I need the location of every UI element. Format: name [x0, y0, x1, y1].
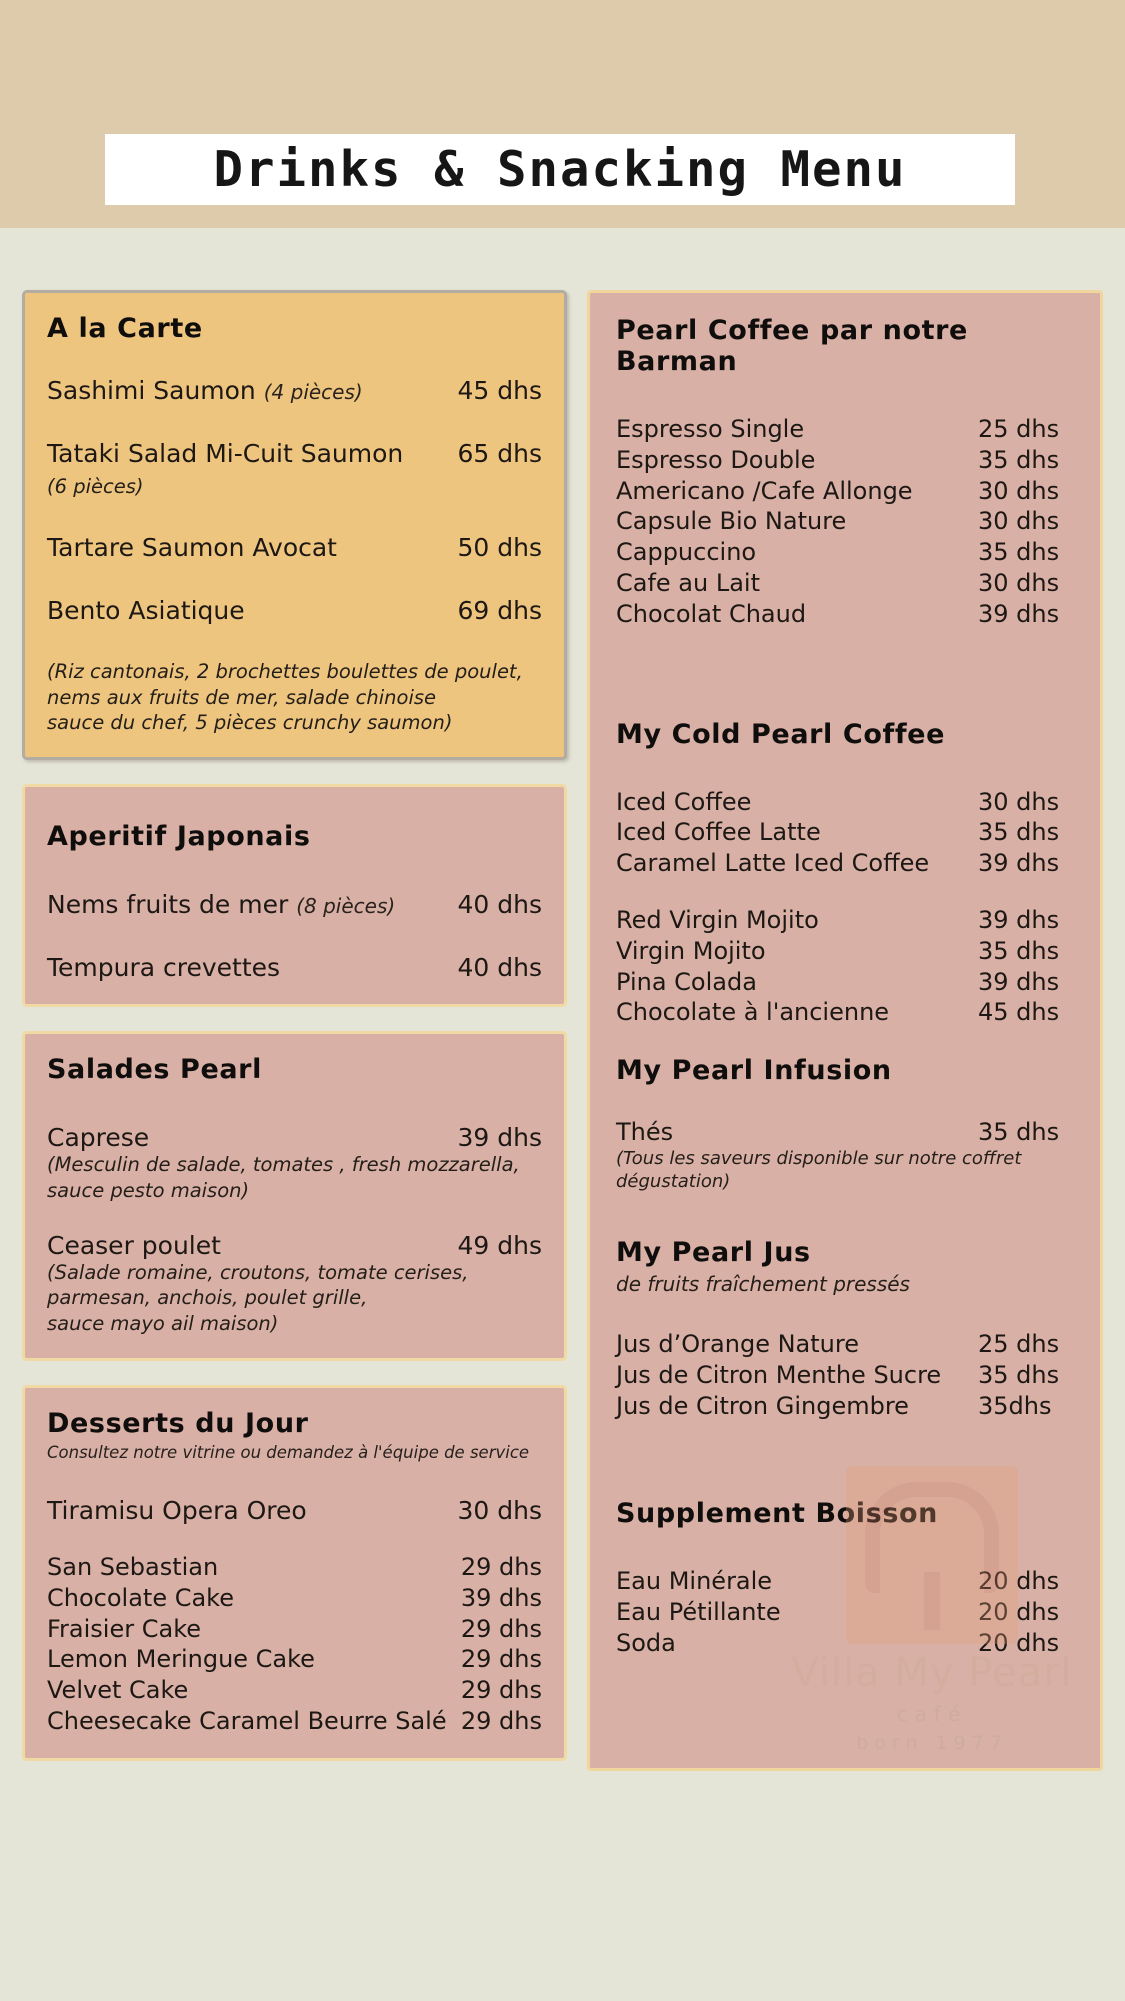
- menu-item-price: 39 dhs: [978, 967, 1060, 996]
- menu-item-price: 29 dhs: [460, 1553, 542, 1582]
- section-title-supplement-boisson: Supplement Boisson: [616, 1498, 938, 1530]
- menu-item-price: 50 dhs: [457, 533, 542, 563]
- desserts-subtitle: Consultez notre vitrine ou demandez à l'équipe de service: [47, 1443, 530, 1463]
- menu-item-name: Tartare Saumon Avocat: [47, 533, 337, 563]
- menu-item-price: 29 dhs: [460, 1645, 542, 1674]
- section-title-cold-pearl-coffee: My Cold Pearl Coffee: [616, 718, 945, 750]
- menu-item-row: [47, 533, 542, 562]
- mocktail-list: [616, 906, 1074, 1027]
- section-title-pearl-coffee: Pearl Coffee par notre Barman: [616, 315, 968, 377]
- menu-item-price: 35dhs: [978, 1391, 1052, 1420]
- menu-item-price: 39 dhs: [978, 905, 1060, 934]
- menu-item-row: [616, 968, 1074, 997]
- menu-item-row: [616, 477, 1074, 506]
- section-title-pearl-infusion: My Pearl Infusion: [616, 1055, 892, 1087]
- menu-item-price: 40 dhs: [457, 890, 542, 920]
- menu-item-name: Iced Coffee Latte: [616, 818, 821, 847]
- menu-item-row: [47, 1584, 542, 1613]
- menu-item-name: Chocolate à l'ancienne: [616, 998, 890, 1027]
- menu-item-price: 29 dhs: [460, 1707, 542, 1736]
- menu-item-name: Cafe au Lait: [616, 568, 761, 597]
- bento-description-line-2: nems aux fruits de mer, salade chinoise: [47, 685, 437, 709]
- menu-item-name: Espresso Single: [616, 415, 805, 443]
- menu-item-name: Velvet Cake: [47, 1676, 189, 1705]
- jus-subtitle: de fruits fraîchement pressés: [616, 1272, 910, 1297]
- menu-item-row: [616, 415, 1074, 444]
- menu-item-name: Chocolate Cake: [47, 1583, 234, 1612]
- menu-item-name: Caprese: [47, 1123, 150, 1153]
- menu-item-name: Cappuccino: [616, 538, 757, 567]
- menu-item-qty: (8 pièces): [296, 894, 396, 919]
- menu-item-row: [47, 1496, 542, 1525]
- menu-item-price: 20 dhs: [978, 1629, 1060, 1657]
- menu-item-name: Espresso Double: [616, 445, 816, 474]
- menu-item-name: Cheesecake Caramel Beurre Salé: [47, 1707, 447, 1736]
- watermark-born-label: born 1977: [856, 1731, 1008, 1754]
- desserts-list: [47, 1553, 542, 1736]
- menu-item-name: Soda: [616, 1629, 676, 1657]
- section-card-salades-pearl: [22, 1031, 567, 1361]
- ceaser-description-line-3: sauce mayo ail maison): [47, 1311, 279, 1335]
- section-card-a-la-carte: [22, 290, 567, 760]
- menu-item-row: [616, 1598, 1074, 1627]
- menu-item-name: San Sebastian: [47, 1553, 219, 1582]
- menu-item-price: 30 dhs: [978, 787, 1060, 816]
- menu-item-name: Bento Asiatique: [47, 596, 245, 626]
- supplement-list: [616, 1567, 1074, 1657]
- menu-item-price: 29 dhs: [460, 1676, 542, 1705]
- menu-item-row: [616, 1392, 1074, 1421]
- menu-item-price: 30 dhs: [978, 507, 1060, 536]
- cold-coffee-list: [616, 788, 1074, 878]
- menu-item-row: [616, 507, 1074, 536]
- page-title: Drinks & Snacking Menu: [213, 141, 907, 198]
- menu-item-row: [616, 788, 1074, 817]
- menu-item-row: [616, 849, 1074, 878]
- left-column: [22, 290, 567, 1785]
- menu-item-name: Chocolat Chaud: [616, 599, 807, 628]
- menu-item-price: 25 dhs: [978, 415, 1060, 443]
- menu-item-price: 45 dhs: [978, 998, 1060, 1027]
- menu-item-name: Iced Coffee: [616, 787, 752, 816]
- menu-item-row: [616, 1118, 1074, 1147]
- menu-item-name: Tempura crevettes: [47, 953, 281, 983]
- menu-item-row: [47, 1645, 542, 1674]
- menu-item-row: [616, 600, 1074, 629]
- menu-item-name: Sashimi Saumon (4 pièces): [47, 376, 363, 405]
- menu-item-price: 49 dhs: [457, 1231, 542, 1261]
- menu-item-row: [47, 1123, 542, 1152]
- menu-item-price: 39 dhs: [460, 1583, 542, 1612]
- caprese-description-line-2: sauce pesto maison): [47, 1178, 250, 1202]
- menu-item-name: Eau Pétillante: [616, 1598, 781, 1627]
- menu-item-price: 20 dhs: [978, 1567, 1060, 1596]
- menu-item-name: Jus d’Orange Nature: [616, 1330, 859, 1359]
- menu-item-row: [616, 538, 1074, 567]
- menu-item-price: 39 dhs: [978, 599, 1060, 628]
- menu-item-name: Virgin Mojito: [616, 936, 766, 965]
- menu-item-price: 25 dhs: [978, 1330, 1060, 1359]
- section-title-pearl-jus: My Pearl Jus: [616, 1237, 811, 1269]
- menu-item-row: [616, 937, 1074, 966]
- menu-item-row: [616, 1567, 1074, 1596]
- menu-item-row: [47, 1553, 542, 1582]
- bento-description-line-3: sauce du chef, 5 pièces crunchy saumon): [47, 711, 453, 735]
- menu-item-name: Jus de Citron Gingembre: [616, 1391, 909, 1420]
- menu-item-name: Nems fruits de mer (8 pièces): [47, 890, 396, 920]
- menu-item-price: 30 dhs: [978, 476, 1060, 505]
- menu-item-row: [47, 890, 542, 919]
- bento-description-line-1: (Riz cantonais, 2 brochettes boulettes de poulet,: [47, 660, 523, 684]
- menu-item-name: Ceaser poulet: [47, 1231, 221, 1261]
- caprese-description-line-1: (Mesculin de salade, tomates , fresh mozzarella,: [47, 1153, 520, 1177]
- menu-item-row: [616, 569, 1074, 598]
- section-card-drinks: [587, 290, 1103, 1771]
- menu-item-row: [47, 376, 542, 405]
- menu-item-row: [47, 1707, 542, 1736]
- menu-item-name: Caramel Latte Iced Coffee: [616, 849, 930, 878]
- menu-item-name: Americano /Cafe Allonge: [616, 476, 913, 505]
- watermark-cafe-label: café: [896, 1701, 968, 1726]
- menu-item-row: [47, 1676, 542, 1705]
- menu-item-price: 35 dhs: [978, 1118, 1060, 1147]
- menu-item-name: Tiramisu Opera Oreo: [47, 1496, 307, 1526]
- menu-item-row: [47, 596, 542, 625]
- section-card-aperitif-japonais: [22, 784, 567, 1007]
- watermark-brand-name: Villa My Pearl: [791, 1649, 1073, 1696]
- section-card-desserts-du-jour: [22, 1385, 567, 1761]
- menu-item-price: 39 dhs: [457, 1123, 542, 1153]
- menu-item-name: Capsule Bio Nature: [616, 507, 847, 536]
- menu-item-name: Jus de Citron Menthe Sucre: [616, 1360, 942, 1389]
- menu-item-qty-line: (6 pièces): [47, 475, 144, 498]
- menu-item-price: 35 dhs: [978, 936, 1060, 965]
- menu-item-row: [616, 906, 1074, 935]
- menu-item-row: [47, 439, 542, 468]
- ceaser-description-line-1: (Salade romaine, croutons, tomate cerises,: [47, 1261, 469, 1285]
- menu-item-price: 35 dhs: [978, 1360, 1060, 1389]
- menu-item-name: Tataki Salad Mi-Cuit Saumon: [47, 439, 404, 468]
- right-column: [587, 290, 1103, 1771]
- hot-coffee-list: [616, 415, 1074, 629]
- menu-item-name: Fraisier Cake: [47, 1614, 202, 1643]
- menu-item-price: 35 dhs: [978, 445, 1060, 474]
- menu-item-price: 20 dhs: [978, 1598, 1060, 1627]
- section-title-salades-pearl: Salades Pearl: [47, 1054, 262, 1086]
- section-title-desserts-du-jour: Desserts du Jour: [47, 1408, 309, 1440]
- ceaser-description-line-2: parmesan, anchois, poulet grille,: [47, 1286, 368, 1310]
- infusion-note: (Tous les saveurs disponible sur notre coffret dégustation): [616, 1147, 1022, 1192]
- menu-item-name: Pina Colada: [616, 967, 757, 996]
- menu-item-price: 30 dhs: [978, 568, 1060, 597]
- menu-item-row: [47, 953, 542, 982]
- menu-item-price: 45 dhs: [457, 376, 542, 405]
- menu-item-row: [616, 818, 1074, 847]
- menu-item-price: 35 dhs: [978, 818, 1060, 847]
- menu-item-price: 39 dhs: [978, 849, 1060, 878]
- menu-item-price: 29 dhs: [460, 1614, 542, 1643]
- menu-item-row: [47, 1615, 542, 1644]
- menu-item-qty: (4 pièces): [263, 380, 363, 404]
- menu-item-row: [616, 446, 1074, 475]
- menu-title-banner: [105, 134, 1015, 205]
- jus-list: [616, 1330, 1074, 1420]
- menu-item-name: Lemon Meringue Cake: [47, 1645, 315, 1674]
- menu-item-row: [616, 1629, 1074, 1658]
- menu-item-row: [616, 1361, 1074, 1390]
- menu-item-price: 30 dhs: [457, 1496, 542, 1526]
- menu-item-name: Thés: [616, 1118, 674, 1147]
- menu-item-price: 69 dhs: [457, 596, 542, 626]
- menu-item-price: 65 dhs: [457, 439, 542, 468]
- menu-item-row: [616, 1330, 1074, 1359]
- menu-item-row: [47, 1231, 542, 1260]
- menu-item-row: [616, 998, 1074, 1027]
- menu-item-name: Red Virgin Mojito: [616, 905, 819, 934]
- section-title-aperitif-japonais: Aperitif Japonais: [47, 821, 311, 853]
- menu-item-price: 40 dhs: [457, 953, 542, 983]
- section-title-a-la-carte: A la Carte: [47, 313, 203, 344]
- menu-item-name: Eau Minérale: [616, 1567, 773, 1596]
- menu-item-price: 35 dhs: [978, 538, 1060, 567]
